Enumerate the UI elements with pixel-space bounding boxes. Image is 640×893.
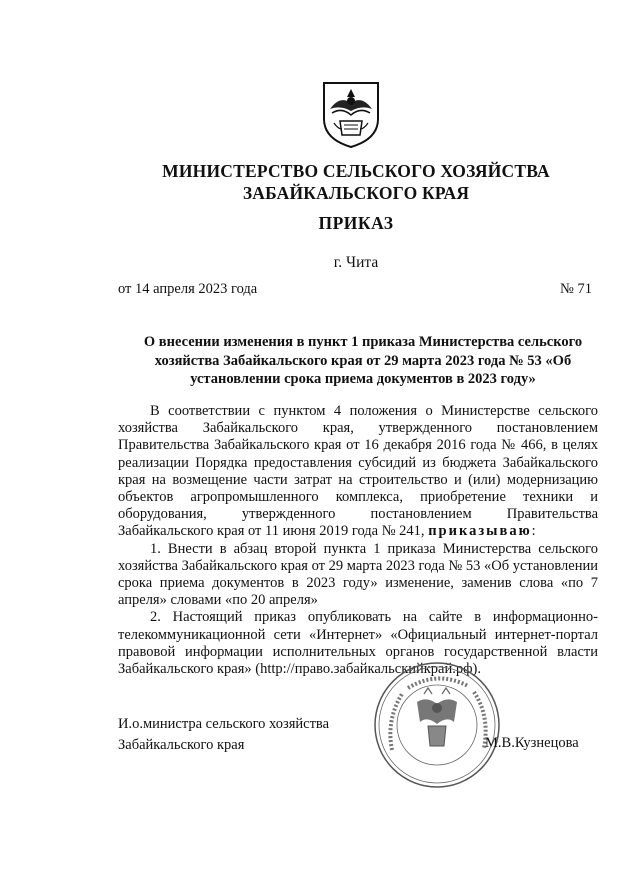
order-date: от 14 апреля 2023 года	[118, 281, 258, 297]
signer-position-line-1: И.о.министра сельского хозяйства	[118, 716, 330, 732]
ministry-name	[0, 160, 640, 204]
preamble-paragraph	[118, 403, 598, 541]
item-2: 2. Настоящий приказ опубликовать на сайте в информационно-телекоммуникационной сети «Интернет» «Официальный интернет-портал правовой информации исполнительных органов государственной власти Забайкальского края» (http://право.забайкальскийкрай.рф).	[118, 609, 598, 678]
preamble-text: В соответствии с пунктом 4 положения о Министерстве сельского хозяйства Забайкальского края, утвержденного постановлением Правительства Забайкальского края от 16 декабря 2016 года № 466, в целях реализации Порядка предоставления субсидий из бюджета Забайкальского края на возмещение части затрат на строительство и (или) модернизацию объектов агропромышленного комплекса, приобретение техники и оборудования, утвержденного постановлением Правительства Забайкальского края от 11 июня 2019 года № 241,	[118, 403, 598, 540]
zabaykalsky-krai-coat-of-arms-icon	[318, 79, 384, 149]
item-1: 1. Внести в абзац второй пункта 1 приказа Министерства сельского хозяйства Забайкальского края от 29 марта 2023 года № 53 «Об установлении срока приема документов в 2023 году» изменение, заменив слова «по 7 апреля» словами «по 20 апреля»	[118, 540, 598, 609]
order-subject: О внесении изменения в пункт 1 приказа Министерства сельского хозяйства Забайкальского края от 29 марта 2023 года № 53 «Об установлении срока приема документов в 2023 году»	[143, 334, 583, 387]
ministry-line-2: ЗАБАЙКАЛЬСКОГО КРАЯ	[242, 183, 470, 203]
city: г. Чита	[333, 254, 379, 271]
order-body	[118, 403, 598, 678]
signer-name: М.В.Кузнецова	[485, 735, 579, 751]
ministry-line-1: МИНИСТЕРСТВО СЕЛЬСКОГО ХОЗЯЙСТВА	[162, 161, 550, 181]
order-colon: :	[531, 523, 536, 540]
order-word: приказываю	[428, 523, 532, 540]
signer-position	[118, 714, 329, 756]
order-number: № 71	[560, 281, 592, 297]
official-round-seal-icon	[372, 660, 502, 790]
signer-position-line-2: Забайкальского края	[118, 737, 245, 753]
order-title: ПРИКАЗ	[318, 213, 394, 233]
